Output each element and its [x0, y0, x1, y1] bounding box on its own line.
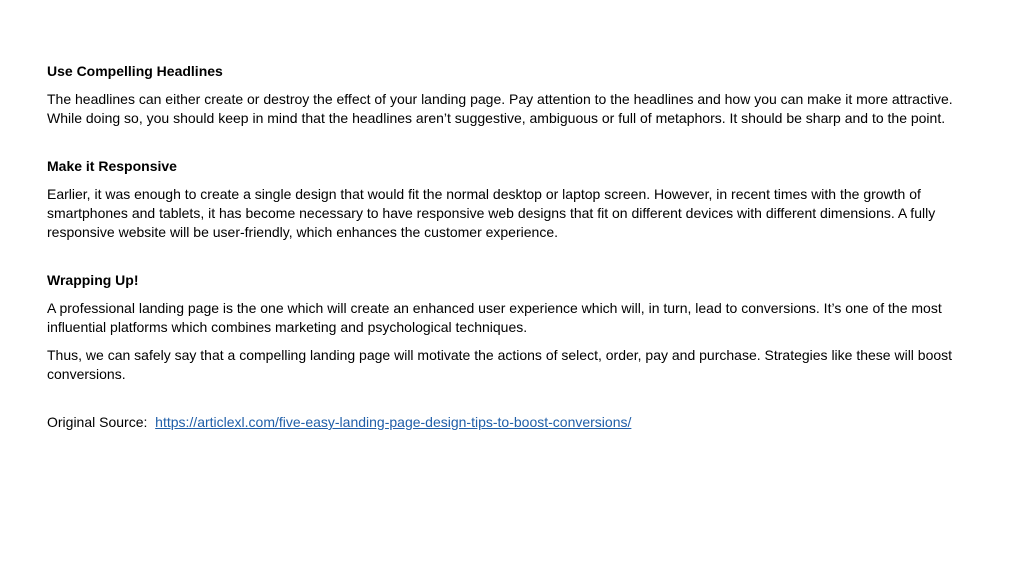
section-heading: Wrapping Up!: [47, 272, 139, 288]
paragraph: Thus, we can safely say that a compelling landing page will motivate the actions of select, order, pay and purchase. Strategies like these will boost conversions.: [47, 347, 953, 382]
section-heading: Use Compelling Headlines: [47, 63, 223, 79]
section-heading: Make it Responsive: [47, 158, 177, 174]
paragraph: The headlines can either create or destroy the effect of your landing page. Pay attention to the headlines and how you can make it more attractive. While doing so, you should keep in mind that the headlines aren’t suggestive, ambiguous or full of metaphors. It should be sharp and to the point.: [47, 91, 953, 126]
section-make-it-responsive: [47, 157, 987, 242]
paragraph: Earlier, it was enough to create a single design that would fit the normal desktop or laptop screen. However, in recent times with the growth of smartphones and tablets, it has become necessary to have responsive web designs that fit on different devices with different dimensions. A fully responsive website will be user-friendly, which enhances the customer experience.: [47, 186, 936, 240]
paragraph: A professional landing page is the one which will create an enhanced user experience which will, in turn, lead to conversions. It’s one of the most influential platforms which combines marketing and psychological techniques.: [47, 300, 942, 335]
section-wrapping-up: [47, 271, 987, 384]
source-link[interactable]: https://articlexl.com/five-easy-landing-page-design-tips-to-boost-conversions/: [155, 414, 632, 430]
source-label: Original Source:: [47, 414, 148, 430]
original-source-line: [47, 413, 987, 432]
section-compelling-headlines: [47, 62, 987, 128]
slide-content: [47, 62, 987, 432]
